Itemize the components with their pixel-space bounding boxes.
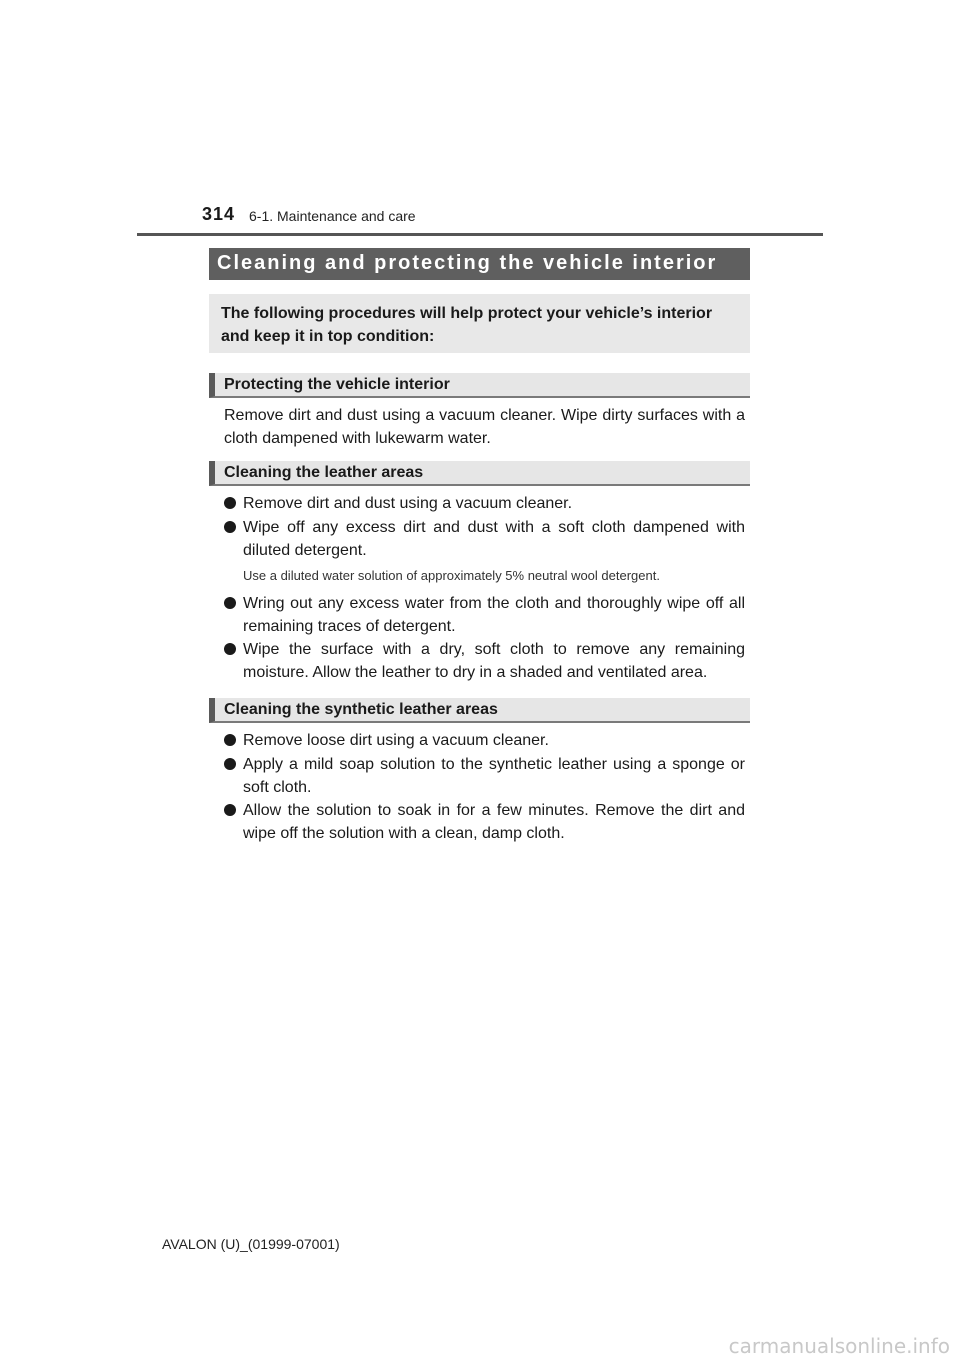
list-item (224, 492, 745, 515)
bullet-icon (224, 734, 236, 746)
footer-model-code: AVALON (U)_(01999-07001) (162, 1236, 340, 1252)
watermark: carmanualsonline.info (728, 1334, 950, 1358)
section-heading-synthetic: Cleaning the synthetic leather areas (209, 698, 750, 723)
intro-text: The following procedures will help protect your vehicle’s interior and keep it in top condition: (209, 294, 750, 353)
bullet-icon (224, 804, 236, 816)
list-item (224, 799, 745, 845)
page-title: Cleaning and protecting the vehicle interior (209, 248, 750, 280)
section-paragraph-protecting: Remove dirt and dust using a vacuum cleaner. Wipe dirty surfaces with a cloth dampened with lukewarm water. (224, 407, 745, 447)
list-item-text: Remove dirt and dust using a vacuum cleaner. (243, 495, 573, 512)
list-item-text: Wipe the surface with a dry, soft cloth to remove any remaining moisture. Allow the leather to dry in a shaded and ventilated area. (243, 641, 745, 681)
header-divider (137, 233, 823, 236)
bullet-icon (224, 597, 236, 609)
list-item (224, 516, 745, 562)
list-item (224, 638, 745, 684)
list-item-text: Wipe off any excess dirt and dust with a soft cloth dampened with diluted detergent. (243, 519, 745, 559)
list-item-text: Wring out any excess water from the cloth and thoroughly wipe off all remaining traces of detergent. (243, 595, 745, 635)
bullet-icon (224, 643, 236, 655)
bullet-icon (224, 497, 236, 509)
leather-note: Use a diluted water solution of approximately 5% neutral wool detergent. (243, 568, 660, 583)
bullet-icon (224, 758, 236, 770)
section-breadcrumb: 6-1. Maintenance and care (249, 208, 416, 224)
list-item-text: Apply a mild soap solution to the synthetic leather using a sponge or soft cloth. (243, 756, 745, 796)
list-item-text: Allow the solution to soak in for a few minutes. Remove the dirt and wipe off the solution with a clean, damp cloth. (243, 802, 745, 842)
list-item-text: Remove loose dirt using a vacuum cleaner. (243, 732, 549, 749)
list-item (224, 753, 745, 799)
list-item (224, 729, 745, 752)
list-item (224, 592, 745, 638)
section-heading-protecting: Protecting the vehicle interior (209, 373, 750, 398)
page-number: 314 (202, 204, 236, 224)
section-heading-leather: Cleaning the leather areas (209, 461, 750, 486)
bullet-icon (224, 521, 236, 533)
